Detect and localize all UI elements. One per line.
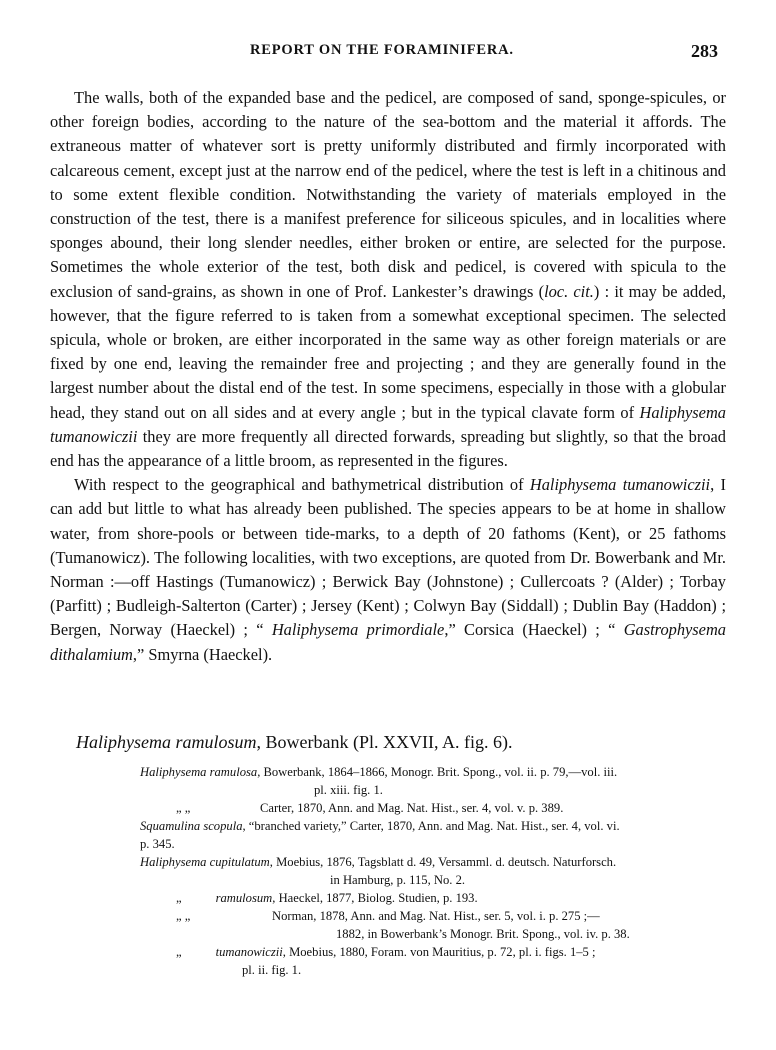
synonym-entry [140, 817, 735, 853]
synonym-continuation: p. 345. [140, 837, 175, 851]
ditto-marks: „ „ [176, 909, 191, 923]
synonym-continuation: pl. ii. fig. 1. [242, 963, 302, 977]
ditto-marks: „ „ [176, 801, 191, 815]
italic-term: Haliphysema primordiale [271, 620, 445, 640]
synonym-entry [140, 889, 735, 907]
ditto-marks: „ [176, 945, 182, 959]
synonym-entry [140, 763, 735, 799]
synonym-continuation: 1882, in Bowerbank’s Monogr. Brit. Spong., vol. iv. p. 38. [336, 927, 630, 941]
italic-term: ramulosum [215, 891, 273, 905]
italic-term: Haliphysema tumanowiczii [529, 475, 711, 495]
synonym-line: Haliphysema ramulosa, Bowerbank, 1864–1866, Monogr. Brit. Spong., vol. ii. p. 79,—vol. iii. [140, 765, 618, 779]
page-number: 283 [691, 41, 718, 61]
synonym-entry [140, 943, 735, 979]
italic-term: Squamulina scopula [140, 819, 243, 833]
species-heading [76, 732, 512, 753]
italic-term: Gastrophysema dithalamium [50, 620, 726, 664]
body-text [50, 86, 726, 667]
synonym-line: ramulosum, Haeckel, 1877, Biolog. Studien, p. 193. [215, 891, 478, 905]
italic-term: tumanowiczii [215, 945, 283, 959]
synonym-entry [140, 907, 735, 943]
synonym-entry [140, 799, 735, 817]
synonym-continuation: in Hamburg, p. 115, No. 2. [330, 873, 466, 887]
running-title: REPORT ON THE FORAMINIFERA. [250, 42, 514, 58]
ditto-marks: „ [176, 891, 182, 905]
italic-term: Haliphysema cupitulatum [140, 855, 270, 869]
page-header [0, 42, 776, 66]
italic-term: Haliphysema tumanowiczii [50, 402, 726, 446]
species-name: Haliphysema ramulosum [76, 732, 257, 752]
synonym-entry [140, 853, 735, 889]
italic-term: loc. cit. [544, 281, 594, 301]
synonym-line: tumanowiczii, Moebius, 1880, Foram. von Mauritius, p. 72, pl. i. figs. 1–5 ; [215, 945, 596, 959]
synonym-line: Squamulina scopula, “branched variety,” Carter, 1870, Ann. and Mag. Nat. Hist., ser. 4, vol. vi. [140, 819, 620, 833]
synonym-line: Carter, 1870, Ann. and Mag. Nat. Hist., ser. 4, vol. v. p. 389. [260, 801, 564, 815]
paragraph-walls: The walls, both of the expanded base and the pedicel, are composed of sand, sponge-spicules, or other foreign bodies, according to the nature of the sea-bottom and the material it affords. The extraneous matter of whatever sort is pretty uniformly distributed and firmly incorporated with calcareous cement, except just at the narrow end of the pedicel, where the test is left in a chitinous and to some extent flexible condition. Notwithstanding the variety of materials employed in the construction of the test, there is a manifest preference for siliceous spicules, and in localities where sponges abound, their long slender needles, either broken or entire, are selected for the purpose. Sometimes the whole exterior of the test, both disk and pedicel, is covered with spicula to the exclusion of sand-grains, as shown in one of Prof. Lankester’s drawings (loc. cit.) : it may be added, however, that the figure referred to is taken from a somewhat exceptional specimen. The selected spicula, whole or broken, are either incorporated in the same way as other foreign materials or are fixed by one end, leaving the remainder free and projecting ; and they are generally found in the largest number about the distal end of the test. In some specimens, especially in those with a globular head, they stand out on all sides and at every angle ; but in the typical clavate form of Haliphysema tumanowiczii they are more frequently all directed forwards, spreading but slightly, so that the broad end has the appearance of a little broom, as represented in the figures. [50, 88, 727, 471]
synonym-line: Haliphysema cupitulatum, Moebius, 1876, Tagsblatt d. 49, Versamml. d. deutsch. Naturforsch. [140, 855, 617, 869]
paragraph-distribution: With respect to the geographical and bathymetrical distribution of Haliphysema tumanowiczii, I can add but little to what has already been published. The species appears to be at home in shallow water, from shore-pools or between tide-marks, to a depth of 20 fathoms (Kent), or 25 fathoms (Tumanowicz). The following localities, with two exceptions, are quoted from Dr. Bowerbank and Mr. Norman :—off Hastings (Tumanowicz) ; Berwick Bay (Johnstone) ; Cullercoats ? (Alder) ; Torbay (Parfitt) ; Budleigh-Salterton (Carter) ; Jersey (Kent) ; Colwyn Bay (Siddall) ; Dublin Bay (Haddon) ; Bergen, Norway (Haeckel) ; “ Haliphysema primordiale,” Corsica (Haeckel) ; “ Gastrophysema dithalamium,” Smyrna (Haeckel). [50, 475, 726, 664]
synonym-continuation: pl. xiii. fig. 1. [314, 783, 383, 797]
synonym-line: Norman, 1878, Ann. and Mag. Nat. Hist., ser. 5, vol. i. p. 275 ;— [272, 909, 600, 923]
italic-term: Haliphysema ramulosa [140, 765, 258, 779]
species-authority: , Bowerbank (Pl. XXVII, A. fig. 6). [256, 732, 513, 752]
